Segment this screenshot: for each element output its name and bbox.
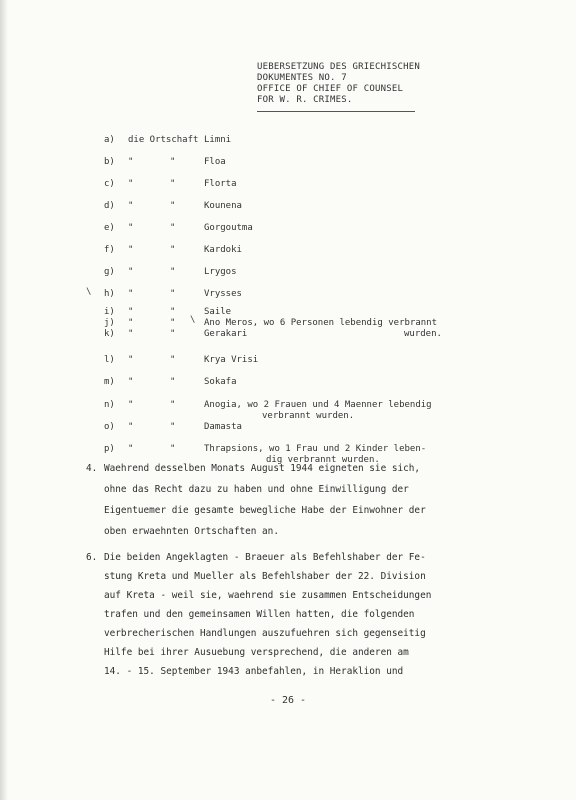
ditto-mark: " <box>128 245 134 255</box>
list-letter: m) <box>104 377 115 387</box>
header-line-1: UEBERSETZUNG DES GRIECHISCHEN <box>257 62 420 72</box>
ditto-mark: " <box>128 307 134 317</box>
place-name: Ano Meros, wo 6 Personen lebendig verbrannt <box>204 318 437 328</box>
paragraph-line: trafen und den gemeinsamen Willen hatten, die folgenden <box>104 609 415 620</box>
list-letter: f) <box>104 245 115 255</box>
place-name: Gerakari <box>204 329 248 339</box>
page-number: - 26 - <box>269 695 307 706</box>
ditto-mark: " <box>170 318 176 328</box>
place-name: Damasta <box>204 422 242 432</box>
place-name: Sokafa <box>204 377 237 387</box>
list-letter: e) <box>104 223 115 233</box>
ditto-mark: " <box>170 289 176 299</box>
paragraph-line: oben erwaehnten Ortschaften an. <box>104 526 279 537</box>
list-label: die Ortschaft <box>128 135 199 145</box>
paragraph-line: Die beiden Angeklagten - Braeuer als Befehlshaber der Fe- <box>104 552 426 563</box>
translation-header <box>257 62 457 106</box>
place-continuation: wurden. <box>404 329 442 339</box>
ditto-mark: " <box>128 179 134 189</box>
place-name: Thrapsions, wo 1 Frau und 2 Kinder leben- <box>204 444 427 454</box>
paragraph-line: ohne das Recht dazu zu haben und ohne Einwilligung der <box>104 484 409 495</box>
ditto-mark: " <box>128 444 134 454</box>
place-name: Kounena <box>204 201 242 211</box>
place-name: Florta <box>204 179 237 189</box>
list-letter: d) <box>104 201 115 211</box>
paragraph-line: Waehrend desselben Monats August 1944 eigneten sie sich, <box>104 463 421 474</box>
ditto-mark: " <box>170 355 176 365</box>
ditto-mark: " <box>128 422 134 432</box>
ditto-mark: " <box>170 157 176 167</box>
place-continuation: verbrannt wurden. <box>262 411 355 421</box>
list-letter: j) <box>104 318 115 328</box>
page-edge-shadow <box>0 0 8 800</box>
ditto-mark: " <box>170 245 176 255</box>
paragraph-line: stung Kreta und Mueller als Befehlshaber der 22. Division <box>104 571 426 582</box>
ditto-mark: " <box>170 201 176 211</box>
place-name: Floa <box>204 157 226 167</box>
ditto-mark: " <box>170 307 176 317</box>
list-letter: p) <box>104 444 115 454</box>
list-letter: c) <box>104 179 115 189</box>
list-letter: h) <box>104 289 115 299</box>
paragraph-line: 14. - 15. September 1943 anbefahlen, in Heraklion und <box>104 666 404 677</box>
list-letter: a) <box>104 135 115 145</box>
header-line-2: DOKUMENTES NO. 7 <box>257 73 347 83</box>
ditto-mark: " <box>170 422 176 432</box>
ditto-mark: " <box>128 377 134 387</box>
ditto-mark: " <box>170 377 176 387</box>
ditto-mark: " <box>170 179 176 189</box>
ditto-mark: " <box>128 400 134 410</box>
paragraph-line: Eigentuemer die gesamte bewegliche Habe der Einwohner der <box>104 505 426 516</box>
paragraph-number: 6. <box>86 552 98 563</box>
margin-tick: \ <box>190 315 196 325</box>
list-letter: g) <box>104 267 115 277</box>
ditto-mark: " <box>128 157 134 167</box>
place-name: Anogia, wo 2 Frauen und 4 Maenner lebendig <box>204 400 432 410</box>
ditto-mark: " <box>170 329 176 339</box>
header-line-4: FOR W. R. CRIMES. <box>257 95 353 105</box>
paragraph-line: Hilfe bei ihrer Ausuebung versprechend, die anderen am <box>104 647 409 658</box>
ditto-mark: " <box>128 355 134 365</box>
list-letter: o) <box>104 422 115 432</box>
header-underline <box>257 111 415 112</box>
paragraph-number: 4. <box>86 463 98 474</box>
place-name: Krya Vrisi <box>204 355 259 365</box>
ditto-mark: " <box>128 289 134 299</box>
paragraph-line: auf Kreta - weil sie, waehrend sie zusammen Entscheidungen <box>104 590 432 601</box>
header-line-3: OFFICE OF CHIEF OF COUNSEL <box>257 84 404 94</box>
place-name: Limni <box>204 135 232 145</box>
list-letter: i) <box>104 307 115 317</box>
ditto-mark: " <box>170 267 176 277</box>
paragraph-line: verbrecherischen Handlungen auszufuehren sich gegenseitig <box>104 628 426 639</box>
place-continuation: dig verbrannt wurden. <box>266 455 380 465</box>
ditto-mark: " <box>128 223 134 233</box>
ditto-mark: " <box>170 444 176 454</box>
list-letter: k) <box>104 329 115 339</box>
margin-tick: \ <box>86 287 92 297</box>
ditto-mark: " <box>128 201 134 211</box>
place-name: Saile <box>204 307 232 317</box>
list-letter: b) <box>104 157 115 167</box>
ditto-mark: " <box>128 318 134 328</box>
ditto-mark: " <box>170 400 176 410</box>
place-name: Lrygos <box>204 267 237 277</box>
place-name: Gorgoutma <box>204 223 253 233</box>
ditto-mark: " <box>170 223 176 233</box>
ditto-mark: " <box>128 267 134 277</box>
list-letter: n) <box>104 400 115 410</box>
place-name: Vrysses <box>204 289 242 299</box>
place-name: Kardoki <box>204 245 242 255</box>
list-letter: l) <box>104 355 115 365</box>
ditto-mark: " <box>128 329 134 339</box>
